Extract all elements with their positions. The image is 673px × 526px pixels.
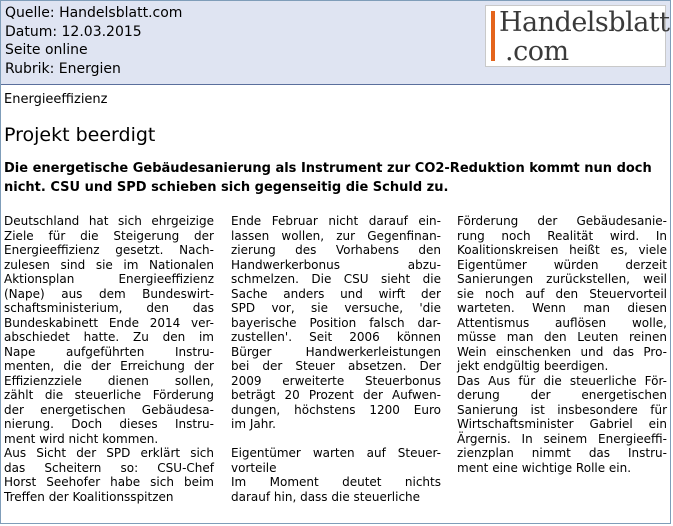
body-line: lassen wollen, zur Gegenfinan- bbox=[231, 228, 441, 243]
body-line: Aus Sicht der SPD erklärt sich bbox=[4, 446, 214, 460]
body-line: der energetischen Gebäudesa- bbox=[4, 402, 214, 417]
body-line: Sanierung ist insbesondere für bbox=[457, 402, 667, 417]
body-line: Ende Februar nicht darauf ein- bbox=[231, 214, 441, 228]
body-line: Handwerkerbonus abzu- bbox=[231, 257, 441, 272]
body-line: Attentismus auflösen wolle, bbox=[457, 315, 667, 330]
body-line: Im Moment deutet nichts bbox=[231, 475, 441, 489]
source-header bbox=[1, 1, 670, 85]
body-line: Sanierungen zurückstellen, weil bbox=[457, 272, 667, 286]
body-line: Horst Seehofer habe sich beim bbox=[4, 475, 214, 489]
article-lead bbox=[4, 159, 664, 197]
lead-line: Die energetische Gebäudesanierung als Instrument zur CO2-Reduktion kommt nun doch bbox=[4, 161, 652, 176]
logo-accent-bar bbox=[491, 11, 495, 61]
body-line: Energieeffizienz gesetzt. Nach- bbox=[4, 243, 214, 257]
body-line: Treffen der Koalitionsspitzen bbox=[4, 489, 174, 504]
article-title: Projekt beerdigt bbox=[4, 124, 156, 146]
body-line: Bundeskabinett Ende 2014 ver- bbox=[4, 315, 214, 330]
article-column-1 bbox=[4, 214, 214, 504]
body-line: schaftsministerium, den das bbox=[4, 301, 214, 315]
body-line: Sache anders und wirft der bbox=[231, 286, 441, 301]
body-line: Wirtschaftsminister Gabriel ein bbox=[457, 417, 667, 431]
body-line: Deutschland hat sich ehrgeizige bbox=[4, 214, 214, 228]
body-line bbox=[231, 432, 441, 447]
body-line: Koalitionskreisen heißt es, viele bbox=[457, 243, 667, 257]
body-line: SPD vor, sie versuche, 'die bbox=[231, 301, 441, 315]
article-rubric: Energieeffizienz bbox=[4, 92, 108, 107]
body-line: derung der energetischen bbox=[457, 388, 667, 402]
body-line: bei der Steuer absetzen. Der bbox=[231, 359, 441, 373]
body-line: im Jahr. bbox=[231, 417, 276, 431]
body-line: ment eine wichtige Rolle ein. bbox=[457, 460, 632, 475]
body-line: jekt endgültig beerdigen. bbox=[457, 359, 609, 373]
lead-line: nicht. CSU und SPD schieben sich gegenseitig die Schuld zu. bbox=[4, 180, 449, 195]
body-line: Förderung der Gebäudesanie- bbox=[457, 214, 667, 228]
body-line: sie noch auf den Steuervorteil bbox=[457, 286, 667, 301]
body-line: Nape aufgeführten Instru- bbox=[4, 344, 214, 359]
body-line: das Scheitern so: CSU-Chef bbox=[4, 460, 214, 475]
body-line: Aktionsplan Energieeffizienz bbox=[4, 272, 214, 286]
body-line: rung noch Realität wird. In bbox=[457, 228, 667, 243]
logo-domain: .com bbox=[505, 36, 569, 67]
body-line: menten, die der Erreichung der bbox=[4, 359, 214, 373]
body-line: Wein einschenken und das Pro- bbox=[457, 344, 667, 359]
date-line: Datum: 12.03.2015 bbox=[5, 23, 142, 40]
body-line: Das Aus für die steuerliche För- bbox=[457, 373, 667, 388]
body-line: zienzplan nimmt das Instru- bbox=[457, 446, 667, 460]
body-line: abschiedet hatte. Zu den im bbox=[4, 330, 214, 344]
body-line: nierung. Doch dieses Instru- bbox=[4, 417, 214, 431]
article-column-3 bbox=[457, 214, 667, 475]
body-line: Bürger Handwerkerleistungen bbox=[231, 344, 441, 359]
body-line: ment wird nicht kommen. bbox=[4, 431, 159, 446]
body-line: vorteile bbox=[231, 460, 277, 475]
body-line: beträgt 20 Prozent der Aufwen- bbox=[231, 388, 441, 402]
logo-wordmark: Handelsblatt bbox=[499, 7, 670, 38]
body-line: warteten. Wenn man diesen bbox=[457, 301, 667, 315]
body-line: Effizienzziele dienen sollen, bbox=[4, 373, 214, 388]
body-line: zählt die steuerliche Förderung bbox=[4, 388, 214, 402]
source-meta bbox=[5, 4, 182, 78]
body-line: Eigentümer warten auf Steuer- bbox=[231, 446, 441, 460]
handelsblatt-logo bbox=[485, 5, 670, 67]
body-line: zulesen sind sie im Nationalen bbox=[4, 257, 214, 272]
body-line: 2009 erweiterte Steuerbonus bbox=[231, 373, 441, 388]
body-line: Ziele für die Steigerung der bbox=[4, 228, 214, 243]
body-line: zierung des Vorhabens den bbox=[231, 243, 441, 257]
body-line: Eigentümer würden derzeit bbox=[457, 257, 667, 272]
body-line: zustellen'. Seit 2006 können bbox=[231, 330, 441, 344]
body-line: schmelzen. Die CSU sieht die bbox=[231, 272, 441, 286]
body-line: dungen, höchstens 1200 Euro bbox=[231, 402, 441, 417]
source-line: Quelle: Handelsblatt.com bbox=[5, 5, 183, 21]
rubric-meta-line: Rubrik: Energien bbox=[5, 60, 121, 77]
article-column-2 bbox=[231, 214, 441, 504]
page-line: Seite online bbox=[5, 42, 88, 58]
body-line: Ärgernis. In seinem Energieeffi- bbox=[457, 431, 667, 446]
body-line: müsse man den Leuten reinen bbox=[457, 330, 667, 344]
body-line: bayerische Position falsch dar- bbox=[231, 315, 441, 330]
body-line: darauf hin, dass die steuerliche bbox=[231, 489, 421, 504]
body-line: (Nape) aus dem Bundeswirt- bbox=[4, 286, 214, 301]
